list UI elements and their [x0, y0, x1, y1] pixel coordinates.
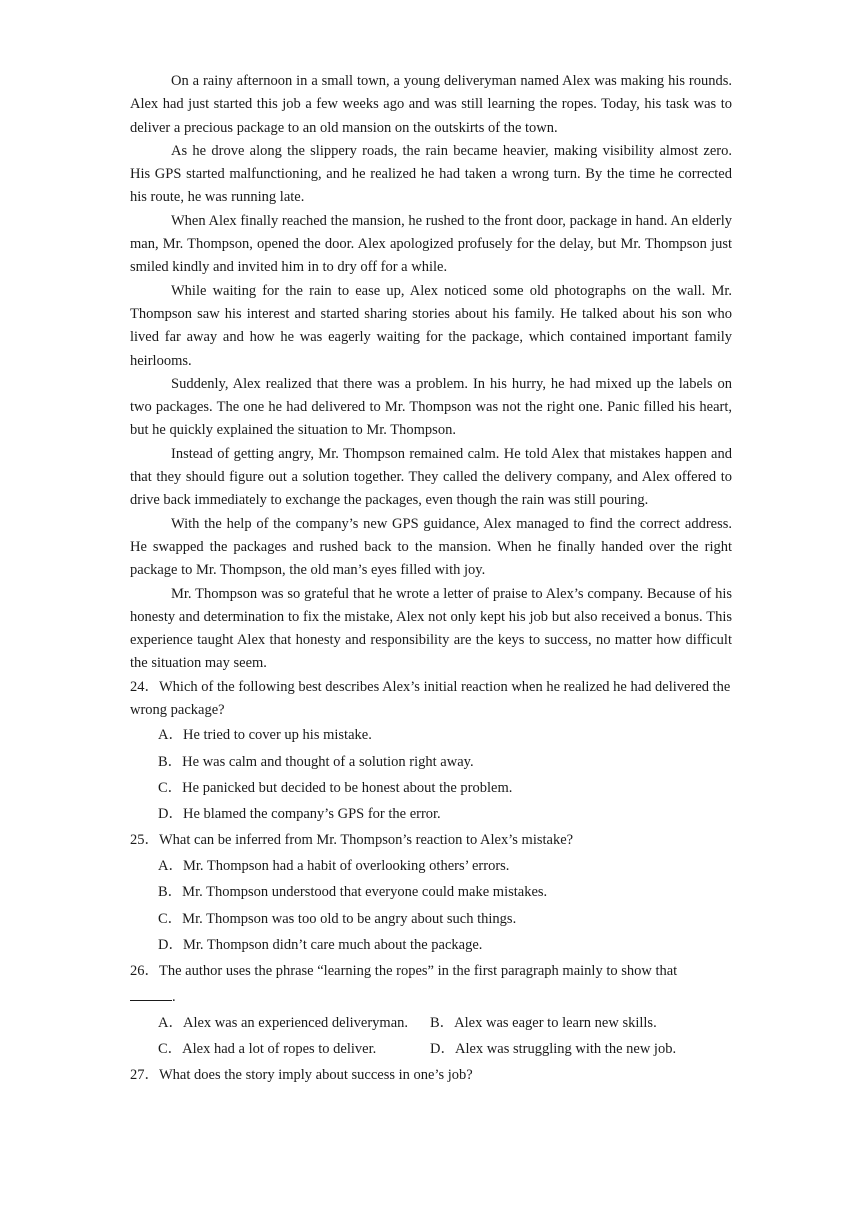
document-page	[130, 70, 732, 1088]
passage-paragraph-4: While waiting for the rain to ease up, Alex noticed some old photographs on the wall. Mr. Thompson saw his interest and started sharing stories about his family. He talked about his son who lived far away and how he was eagerly waiting for the package, which contained important family heirlooms.	[130, 282, 732, 369]
passage-paragraph-8: Mr. Thompson was so grateful that he wrote a letter of praise to Alex’s company. Because of his honesty and determination to fix the mistake, Alex not only kept his job but also received a bonus. This experience taught Alex that honesty and responsibility are the keys to success, no matter how difficult the situation may seem.	[130, 585, 732, 672]
question-stem	[130, 958, 732, 1010]
question-number: 24．	[130, 678, 159, 695]
question-25	[130, 827, 732, 958]
question-stem	[130, 676, 732, 723]
passage-paragraph-2: As he drove along the slippery roads, the rain became heavier, making visibility almost zero. His GPS started malfunctioning, and he realized he had taken a wrong turn. By the time he corrected his route, he was running late.	[130, 142, 732, 206]
question-number: 27．	[130, 1067, 159, 1084]
option-c[interactable]: C．Mr. Thompson was too old to be angry about such things.	[158, 910, 517, 927]
question-stem-end: .	[172, 988, 176, 1005]
question-27	[130, 1062, 732, 1088]
answer-blank	[130, 986, 172, 1001]
options-row-2	[158, 1036, 732, 1062]
question-text: The author uses the phrase “learning the ropes” in the first paragraph mainly to show that	[159, 962, 678, 979]
passage-paragraph-1: On a rainy afternoon in a small town, a young deliveryman named Alex was making his rounds. Alex had just started this job a few weeks ago and was still learning the ropes. Today, his task was to deliver a precious package to an old mansion on the outskirts of the town.	[130, 73, 732, 136]
question-text: What can be inferred from Mr. Thompson’s reaction to Alex’s mistake?	[159, 832, 574, 849]
passage-paragraph-3: When Alex finally reached the mansion, he rushed to the front door, package in hand. An elderly man, Mr. Thompson, opened the door. Alex apologized profusely for the delay, but Mr. Thompson just smiled kindly and invited him in to dry off for a while.	[130, 212, 732, 276]
reading-passage	[130, 70, 732, 676]
option-b[interactable]: B．Alex was eager to learn new skills.	[430, 1014, 657, 1031]
option-c[interactable]: C．He panicked but decided to be honest about the problem.	[158, 779, 513, 796]
options-row-1	[158, 1010, 732, 1036]
question-stem	[130, 827, 732, 853]
passage-paragraph-6: Instead of getting angry, Mr. Thompson remained calm. He told Alex that mistakes happen and that they should figure out a solution together. They called the delivery company, and Alex offered to drive back immediately to exchange the packages, even though the rain was still pouring.	[130, 445, 732, 509]
question-stem	[130, 1062, 732, 1088]
passage-paragraph-5: Suddenly, Alex realized that there was a problem. In his hurry, he had mixed up the labels on two packages. The one he had delivered to Mr. Thompson was not the right one. Panic filled his heart, but he quickly explained the situation to Mr. Thompson.	[130, 375, 732, 439]
question-number: 26．	[130, 962, 159, 979]
option-c[interactable]: C．Alex had a lot of ropes to deliver.	[158, 1041, 377, 1058]
question-26	[130, 958, 732, 1062]
answer-options	[130, 722, 732, 827]
option-b[interactable]: B．Mr. Thompson understood that everyone could make mistakes.	[158, 884, 548, 901]
option-a[interactable]: A．Alex was an experienced deliveryman.	[158, 1014, 409, 1031]
passage-paragraph-7: With the help of the company’s new GPS guidance, Alex managed to find the correct address. He swapped the packages and rushed back to the mansion. When he finally handed over the right package to Mr. Thompson, the old man’s eyes filled with joy.	[130, 515, 732, 579]
option-d[interactable]: D．Alex was struggling with the new job.	[430, 1041, 677, 1058]
option-b[interactable]: B．He was calm and thought of a solution right away.	[158, 753, 474, 770]
question-text: Which of the following best describes Alex’s initial reaction when he realized he had delivered the wrong package?	[130, 678, 731, 719]
option-d[interactable]: D．Mr. Thompson didn’t care much about the package.	[158, 936, 483, 953]
question-24	[130, 676, 732, 827]
option-a[interactable]: A．He tried to cover up his mistake.	[158, 727, 372, 744]
option-d[interactable]: D．He blamed the company’s GPS for the error.	[158, 805, 441, 822]
answer-options	[130, 1010, 732, 1062]
question-text: What does the story imply about success in one’s job?	[159, 1067, 473, 1084]
question-number: 25．	[130, 832, 159, 849]
option-a[interactable]: A．Mr. Thompson had a habit of overlooking others’ errors.	[158, 858, 510, 875]
answer-options	[130, 853, 732, 958]
